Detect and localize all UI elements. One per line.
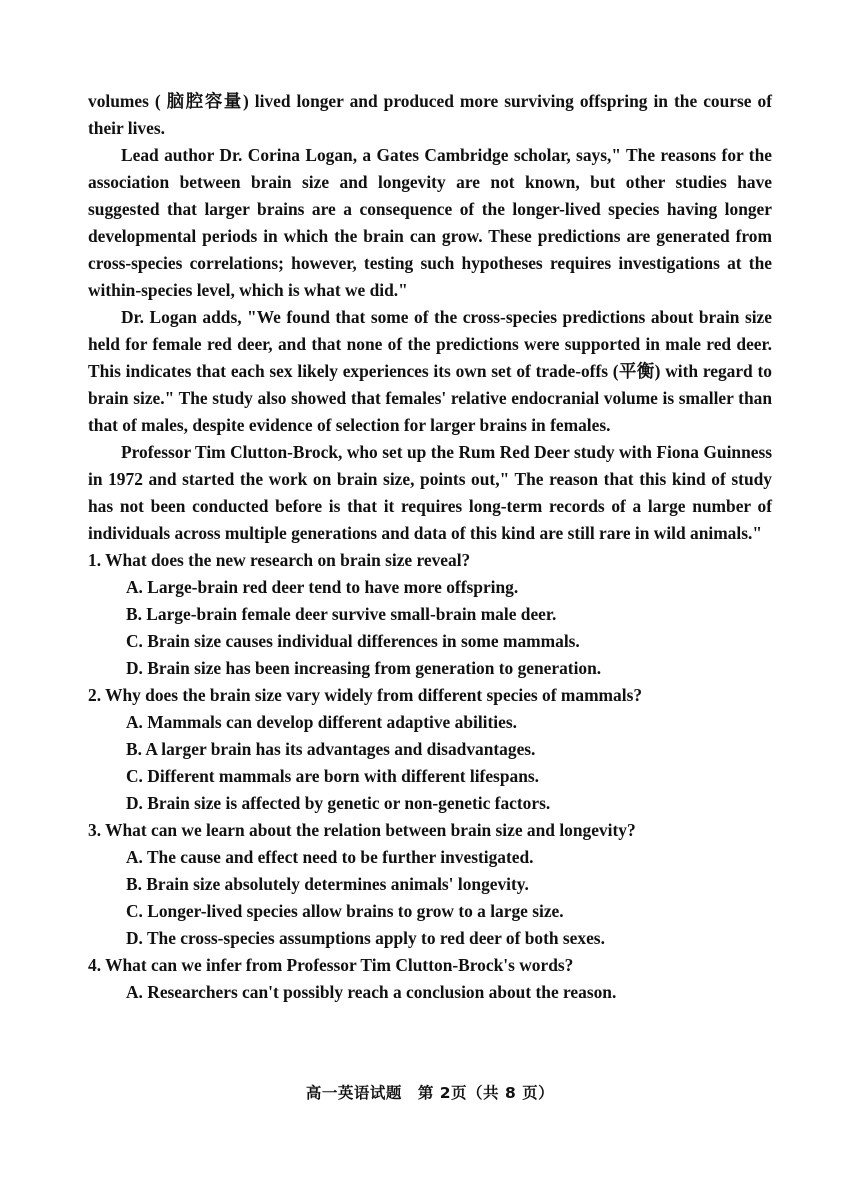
answer-option-a: A. The cause and effect need to be further investigated. — [126, 847, 534, 867]
question-item — [88, 547, 772, 682]
answer-option-b: B. Brain size absolutely determines animals' longevity. — [126, 874, 529, 894]
answer-option-b: B. A larger brain has its advantages and disadvantages. — [126, 739, 536, 759]
passage-paragraph: Professor Tim Clutton-Brock, who set up the Rum Red Deer study with Fiona Guinness in 1972 and started the work on brain size, points out," The reason that this kind of study has not been conducted before is that it requires long-term records of a large number of individuals across multiple generations and data of this kind are still rare in wild animals." — [88, 442, 772, 543]
answer-option-c: C. Longer-lived species allow brains to grow to a large size. — [126, 901, 564, 921]
page-footer: 高一英语试题 第 2页（共 8 页） — [305, 1084, 555, 1102]
answer-option-d: D. Brain size is affected by genetic or non-genetic factors. — [126, 793, 551, 813]
question-item — [88, 817, 772, 952]
answer-option-b: B. Large-brain female deer survive small-brain male deer. — [126, 604, 557, 624]
question-stem: 1. What does the new research on brain size reveal? — [88, 550, 471, 570]
answer-option-c: C. Different mammals are born with different lifespans. — [126, 766, 539, 786]
question-stem: 4. What can we infer from Professor Tim Clutton-Brock's words? — [88, 955, 574, 975]
answer-option-d: D. The cross-species assumptions apply to red deer of both sexes. — [126, 928, 605, 948]
answer-option-a: A. Researchers can't possibly reach a conclusion about the reason. — [126, 982, 617, 1002]
question-list — [88, 547, 772, 1006]
question-item — [88, 952, 772, 1006]
exam-page — [88, 88, 772, 1006]
question-stem: 3. What can we learn about the relation between brain size and longevity? — [88, 820, 636, 840]
passage-paragraph: Dr. Logan adds, "We found that some of the cross-species predictions about brain size held for female red deer, and that none of the predictions were supported in male red deer. This indicates that each sex likely experiences its own set of trade-offs (平衡) with regard to brain size." The study also showed that females' relative endocranial volume is smaller than that of males, despite evidence of selection for larger brains in females. — [88, 307, 772, 435]
question-item — [88, 682, 772, 817]
answer-option-d: D. Brain size has been increasing from generation to generation. — [126, 658, 602, 678]
answer-option-a: A. Mammals can develop different adaptive abilities. — [126, 712, 517, 732]
answer-option-c: C. Brain size causes individual differences in some mammals. — [126, 631, 580, 651]
passage-paragraph: volumes ( 脑腔容量) lived longer and produced more surviving offspring in the course of their lives. — [88, 91, 772, 138]
answer-option-a: A. Large-brain red deer tend to have more offspring. — [126, 577, 519, 597]
question-stem: 2. Why does the brain size vary widely from different species of mammals? — [88, 685, 643, 705]
reading-passage — [88, 88, 772, 547]
passage-paragraph: Lead author Dr. Corina Logan, a Gates Cambridge scholar, says," The reasons for the association between brain size and longevity are not known, but other studies have suggested that larger brains are a consequence of the longer-lived species having longer developmental periods in which the brain can grow. These predictions are generated from cross-species correlations; however, testing such hypotheses requires investigations at the within-species level, which is what we did." — [88, 145, 772, 300]
